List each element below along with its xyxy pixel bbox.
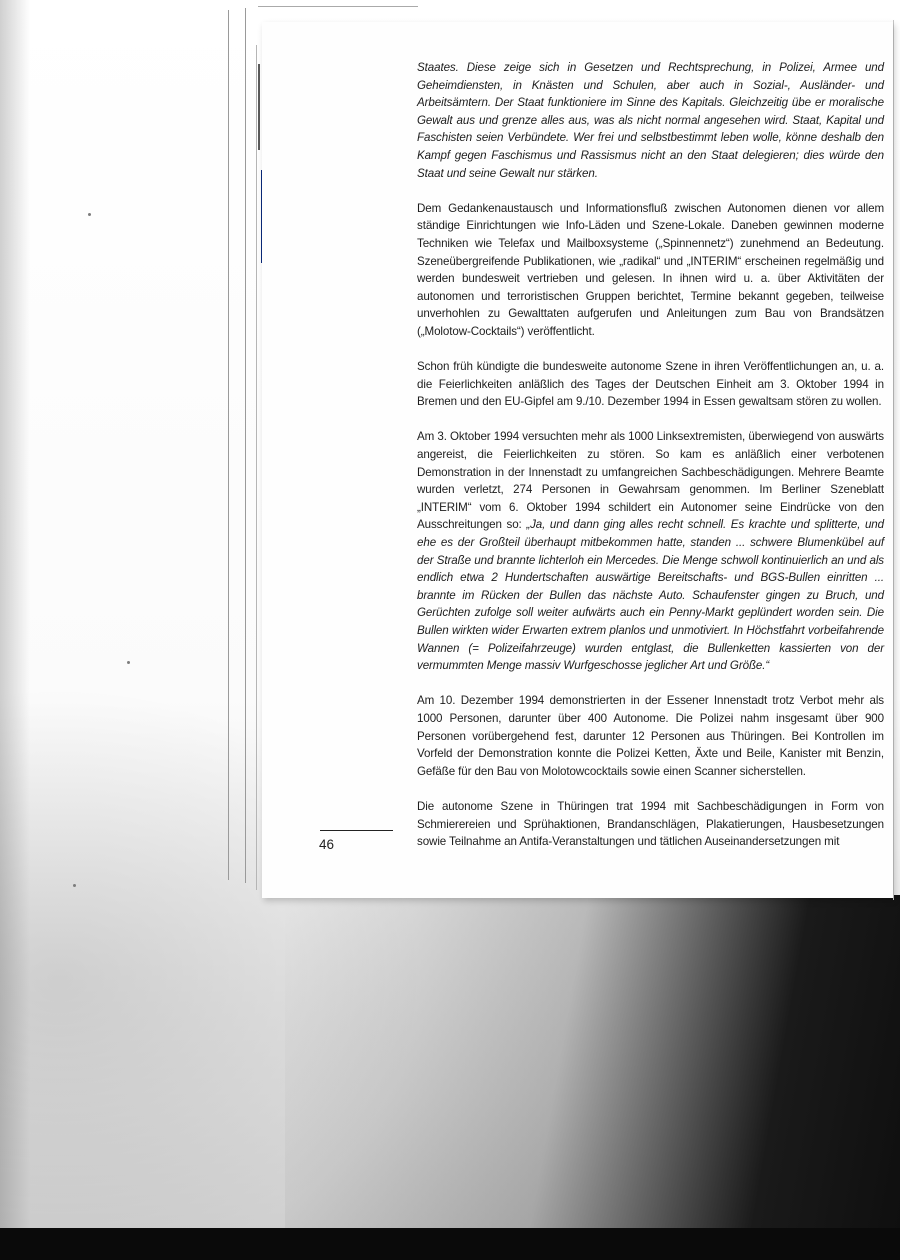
- page-stack-edge: [256, 45, 257, 890]
- paragraph-text: Staates. Diese zeige sich in Gesetzen und Rechtsprechung, in Polizei, Armee und Geheimdiensten, in Knästen und Schulen, aber auch in Sozial-, Ausländer- und Arbeitsämtern. Der Staat funktioniere im Sinne des Kapitals. Gleichzeitig übe er moralische Gewalt aus und grenze alles aus, was als nicht normal angesehen wird. Staat, Kapital und Faschisten seien Verbündete. Wer frei und selbstbestimmt leben wolle, könne deshalb den Kampf gegen Faschismus und Rassismus nicht an den Staat delegieren; dies würde den Staat und seine Gewalt nur stärken.: [417, 61, 884, 180]
- body-text: [417, 59, 884, 868]
- footnote-rule: [320, 830, 393, 831]
- paragraph: [417, 692, 884, 780]
- quoted-text: „Ja, und dann ging alles recht schnell. Es krachte und splitterte, und ehe es der Großteil überhaupt mitbekommen hatte, standen ... schwere Blumenkübel auf der Straße und brannte lichterloh ein Mercedes. Die Menge schwoll kontinuierlich an und als endlich etwa 2 Hundertschaften auswärtige Bereitschafts- und BGS-Bullen einritten ... brannte im Rücken der Bullen das nächste Auto. Schaufenster gingen zu Bruch, und Gerüchten zufolge soll weiter aufwärts auch ein Penny-Markt geplündert worden sein. Die Bullen wirkten wider Erwarten extrem planlos und unmotiviert. In Höchstfahrt vorbeifahrende Wannen (= Polizeifahrzeuge) wurden entglast, die Bullenketten kassierten von der vermummten Menge massiv Wurfgeschosse jeglicher Art und Größe.“: [417, 518, 884, 673]
- left-scan-shadow: [0, 0, 30, 1230]
- scan-speck: [73, 884, 76, 887]
- paragraph: [417, 798, 884, 851]
- paragraph: [417, 358, 884, 411]
- paragraph: [417, 428, 884, 674]
- paragraph: [417, 59, 884, 182]
- paragraph-text: Die autonome Szene in Thüringen trat 1994 mit Sachbeschädigungen in Form von Schmierereien und Sprühaktionen, Brandanschlägen, Plakatierungen, Hausbesetzungen sowie Teilnahme an Antifa-Veranstaltungen und tätlichen Auseinandersetzungen mit: [417, 799, 884, 849]
- scanner-shadow: [285, 895, 900, 1230]
- margin-mark: [258, 64, 260, 150]
- page-number: 46: [319, 837, 335, 852]
- page-stack-edge: [893, 20, 894, 900]
- paragraph-text: Schon früh kündigte die bundesweite autonome Szene in ihren Veröffentlichungen an, u. a. die Feierlichkeiten anläßlich des Tages der Deutschen Einheit am 3. Oktober 1994 in Bremen und den EU-Gipfel am 9./10. Dezember 1994 in Essen gewaltsam stören zu wollen.: [417, 360, 884, 409]
- page-stack-edge: [228, 10, 229, 880]
- scanner-bottom-edge: [0, 1228, 900, 1260]
- paragraph-text: Am 3. Oktober 1994 versuchten mehr als 1000 Linksextremisten, überwiegend von auswärts angereist, die Feierlichkeiten zu stören. So kam es anläßlich einer verbotenen Demonstration in der Innenstadt zu umfangreichen Sachbeschädigungen. Mehrere Beamte wurden verletzt, 274 Personen in Gewahrsam genommen. Im Berliner Szeneblatt „INTERIM“ vom 6. Oktober 1994 schildert ein Autonomer seine Eindrücke von den Ausschreitungen so:: [417, 430, 884, 532]
- document-page: [262, 22, 893, 898]
- scan-speck: [127, 661, 130, 664]
- scan-speck: [88, 213, 91, 216]
- paragraph: [417, 200, 884, 341]
- paragraph-text: Am 10. Dezember 1994 demonstrierten in der Essener Innenstadt trotz Verbot mehr als 1000 Personen, darunter über 400 Autonome. Die Polizei nahm insgesamt über 900 Personen vorübergehend fest, darunter 12 Personen aus Thüringen. Bei Kontrollen im Vorfeld der Demonstration konnte die Polizei Ketten, Äxte und Beile, Kanister mit Benzin, Gefäße für den Bau von Molotowcocktails sowie einen Scanner sicherstellen.: [417, 694, 884, 778]
- page-stack-edge: [258, 6, 418, 7]
- page-stack-edge: [245, 8, 246, 883]
- paragraph-text: Dem Gedankenaustausch und Informationsfluß zwischen Autonomen dienen vor allem ständige Einrichtungen wie Info-Läden und Szene-Lokale. Daneben gewinnen moderne Techniken wie Telefax und Mailboxsysteme („Spinnennetz“) zunehmend an Bedeutung. Szeneübergreifende Publikationen, wie „radikal“ und „INTERIM“ erscheinen regelmäßig und werden bundesweit vertrieben und gelesen. In ihnen wird u. a. über Aktivitäten der autonomen und terroristischen Gruppen berichtet, Termine bekannt gegeben, teilweise unverhohlen zu Gewalttaten aufgerufen und Anleitungen zum Bau von Brandsätzen („Molotow-Cocktails“) veröffentlicht.: [417, 201, 884, 338]
